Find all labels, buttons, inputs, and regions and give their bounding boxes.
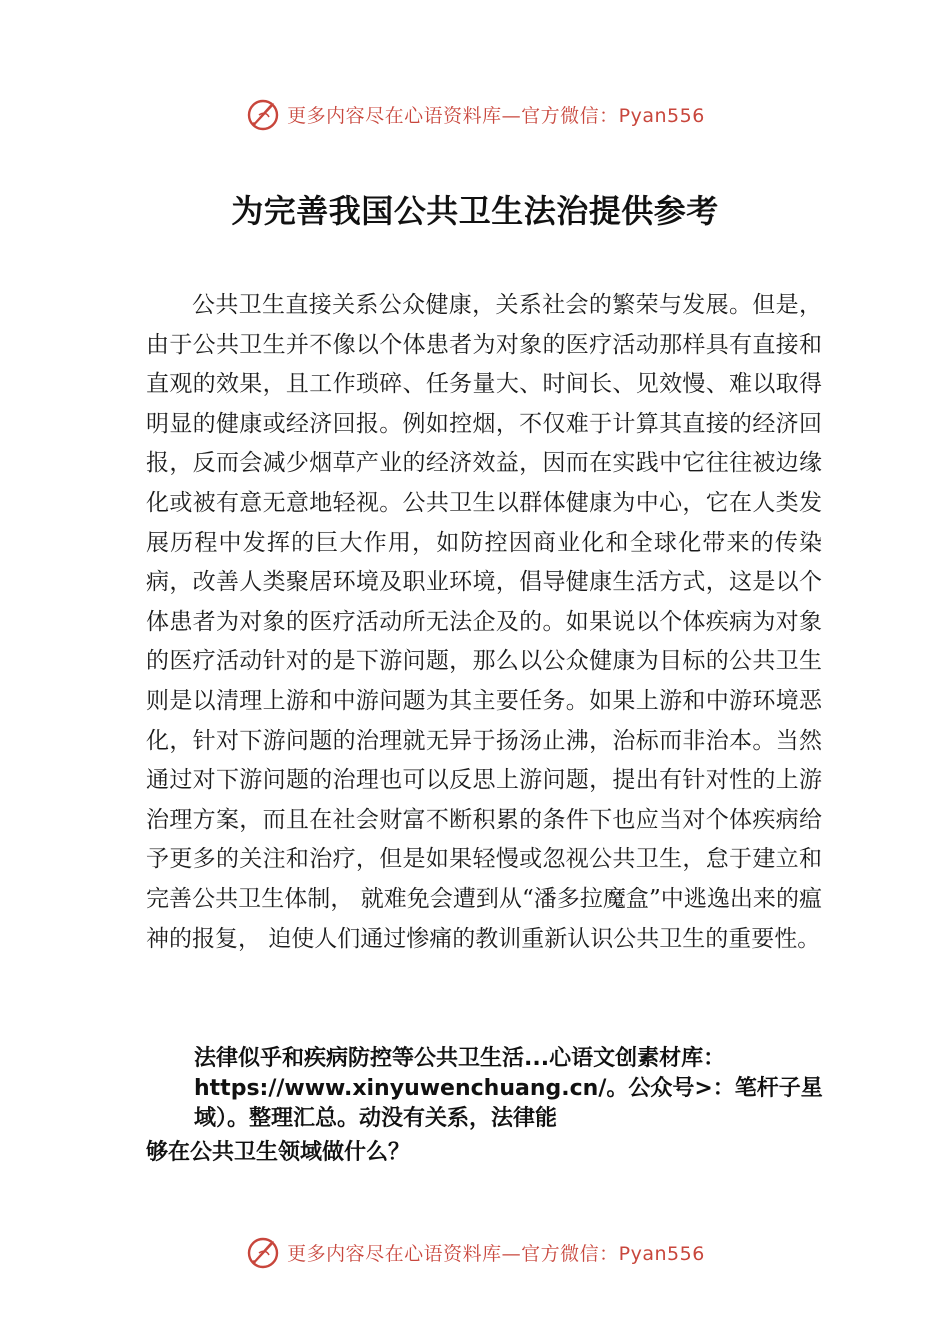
watermark-header-cn: 更多内容尽在心语资料库—官方微信： (287, 104, 619, 127)
watermark-footer-content (245, 1234, 705, 1270)
watermark-footer-wechat-id: Pyan556 (618, 1242, 705, 1265)
watermark-footer-text (287, 1239, 705, 1266)
watermark-header-content (245, 96, 705, 132)
bold-question-indented: 法律似乎和疾病防控等公共卫生活...心语文创素材库：https://www.xinyuwenchuang.cn/。公众号>：笔杆子星域）。整理汇总。动没有关系，法律能 (194, 1046, 823, 1131)
watermark-header-wechat-id: Pyan556 (618, 104, 705, 127)
watermark-header (0, 94, 950, 134)
bold-question-last-line: 够在公共卫生领域做什么？ (146, 1140, 411, 1165)
quill-pen-logo (245, 1234, 281, 1270)
quill-pen-logo (245, 96, 281, 132)
watermark-footer (0, 1232, 950, 1272)
document-title: 为完善我国公共卫生法治提供参考 (231, 192, 719, 230)
bold-question-block (146, 1044, 826, 1168)
watermark-header-text (287, 101, 705, 128)
body-paragraph: 公共卫生直接关系公众健康，关系社会的繁荣与发展。但是，由于公共卫生并不像以个体患者为对象的医疗活动那样具有直接和直观的效果，且工作琐碎、任务量大、时间长、见效慢、难以取得明显的健康或经济回报。例如控烟，不仅难于计算其直接的经济回报，反而会减少烟草产业的经济效益，因而在实践中它往往被边缘化或被有意无意地轻视。公共卫生以群体健康为中心，它在人类发展历程中发挥的巨大作用，如防控因商业化和全球化带来的传染病，改善人类聚居环境及职业环境，倡导健康生活方式，这是以个体患者为对象的医疗活动所无法企及的。如果说以个体疾病为对象的医疗活动针对的是下游问题，那么以公众健康为目标的公共卫生则是以清理上游和中游问题为其主要任务。如果上游和中游环境恶化，针对下游问题的治理就无异于扬汤止沸，治标而非治本。当然通过对下游问题的治理也可以反思上游问题，提出有针对性的上游治理方案，而且在社会财富不断积累的条件下也应当对个体疾病给予更多的关注和治疗，但是如果轻慢或忽视公共卫生，怠于建立和完善公共卫生体制， 就难免会遭到从“潘多拉魔盒”中逃逸出来的瘟神的报复， 迫使人们通过惨痛的教训重新认识公共卫生的重要性。 (146, 292, 822, 952)
watermark-footer-cn: 更多内容尽在心语资料库—官方微信： (287, 1242, 619, 1265)
